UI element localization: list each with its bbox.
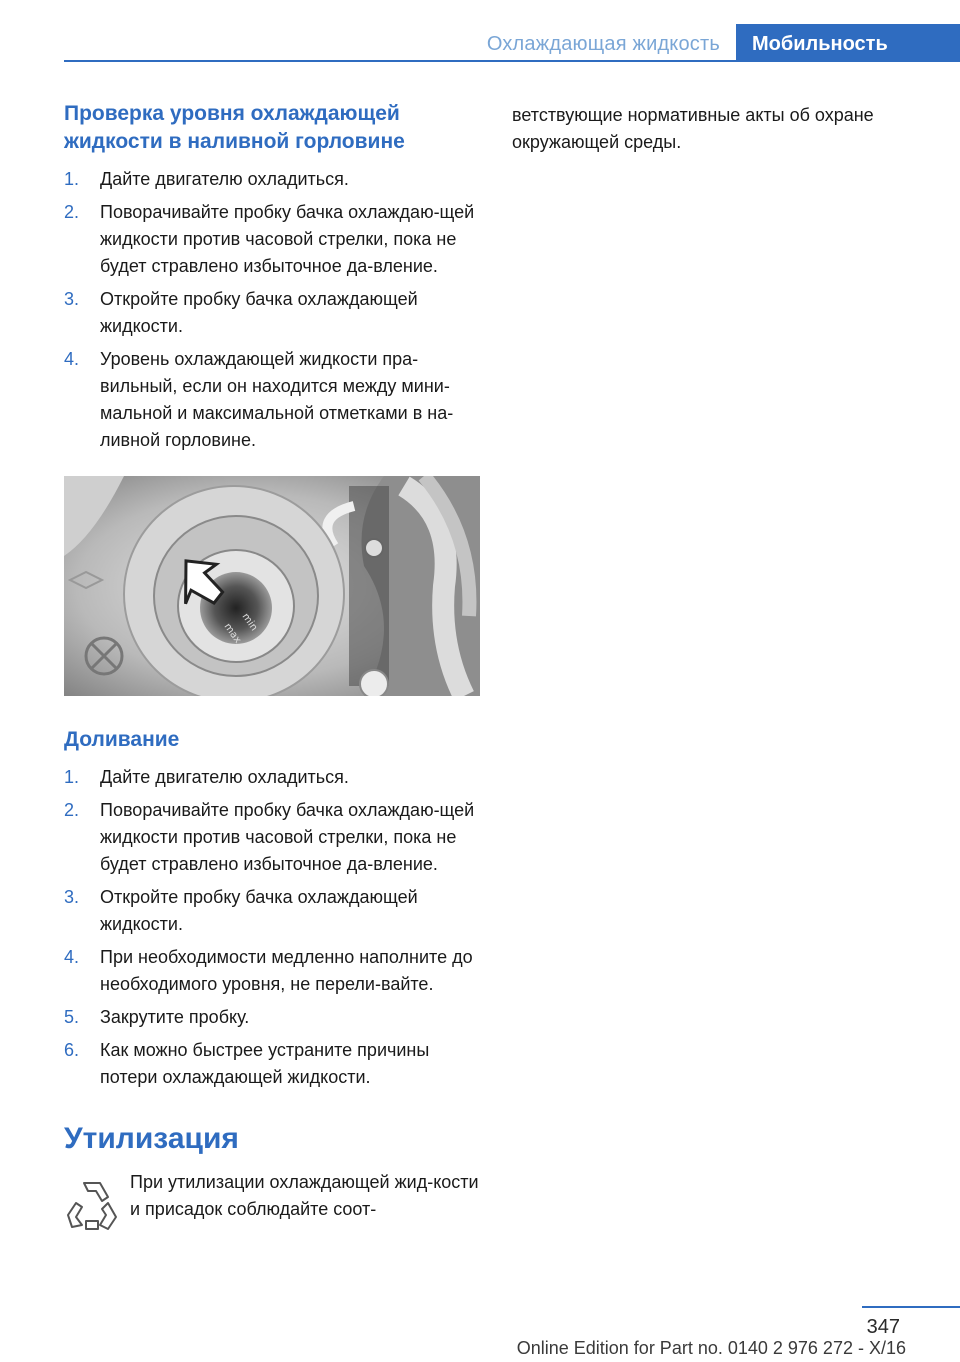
check-section-title: Проверка уровня охлаждающей жидкости в наливной горловине xyxy=(64,102,405,153)
check-step xyxy=(64,166,480,193)
step-number: 4. xyxy=(64,349,80,369)
left-column xyxy=(64,100,480,1249)
check-steps-list xyxy=(64,166,480,454)
topup-step xyxy=(64,764,480,791)
disposal-text-left: При утилизации охлаждающей жид-кости и присадок соблюдайте соот- xyxy=(130,1172,479,1219)
step-text: Откройте пробку бачка охлаждающей жидкости. xyxy=(100,289,418,336)
disposal-text-right: ветствующие нормативные акты об охране окружающей среды. xyxy=(512,105,874,152)
check-step xyxy=(64,346,480,454)
step-text: Закрутите пробку. xyxy=(100,1007,250,1027)
step-text: Поворачивайте пробку бачка охлаждаю-щей жидкости против часовой стрелки, пока не будет стравлено избыточное да-вление. xyxy=(100,800,475,874)
step-number: 4. xyxy=(64,947,80,967)
topup-step xyxy=(64,884,480,938)
step-number: 2. xyxy=(64,202,80,222)
step-number: 6. xyxy=(64,1040,80,1060)
step-text: Откройте пробку бачка охлаждающей жидкости. xyxy=(100,887,418,934)
coolant-filler-neck-photo xyxy=(64,476,480,696)
step-text: При необходимости медленно наполните до необходимого уровня, не перели-вайте. xyxy=(100,947,473,994)
step-number: 2. xyxy=(64,800,80,820)
header-chapter-tab: Мобильность xyxy=(736,24,960,62)
recycle-icon xyxy=(64,1177,120,1233)
topup-step xyxy=(64,1004,480,1031)
step-text: Поворачивайте пробку бачка охлаждаю-щей жидкости против часовой стрелки, пока не будет стравлено избыточное да-вление. xyxy=(100,202,475,276)
step-text: Дайте двигателю охладиться. xyxy=(100,767,349,787)
topup-step xyxy=(64,944,480,998)
step-text: Уровень охлаждающей жидкости пра-вильный, если он находится между мини-мальной и максимальной отметками в на-ливной горловине. xyxy=(100,349,454,450)
page-number: 347 xyxy=(866,1316,900,1338)
step-number: 3. xyxy=(64,289,80,309)
header-divider xyxy=(64,60,960,62)
topup-section-title: Доливание xyxy=(64,728,180,751)
step-number: 3. xyxy=(64,887,80,907)
disposal-note xyxy=(64,1169,480,1249)
topup-step xyxy=(64,797,480,878)
check-step xyxy=(64,199,480,280)
topup-step xyxy=(64,1037,480,1091)
step-text: Как можно быстрее устраните причины потери охлаждающей жидкости. xyxy=(100,1040,430,1087)
max-mark-label: max xyxy=(221,621,244,646)
right-column xyxy=(512,102,922,156)
footer-divider xyxy=(862,1306,960,1308)
step-text: Дайте двигателю охладиться. xyxy=(100,169,349,189)
disposal-section-title: Утилизация xyxy=(64,1122,239,1155)
topup-steps-list xyxy=(64,764,480,1091)
edition-note: Online Edition for Part no. 0140 2 976 272 - X/16 xyxy=(516,1338,906,1358)
step-number: 5. xyxy=(64,1007,80,1027)
header-section-title: Охлаждающая жидкость xyxy=(486,33,720,55)
check-step xyxy=(64,286,480,340)
min-mark-label: min xyxy=(239,611,260,634)
step-number: 1. xyxy=(64,169,80,189)
step-number: 1. xyxy=(64,767,80,787)
